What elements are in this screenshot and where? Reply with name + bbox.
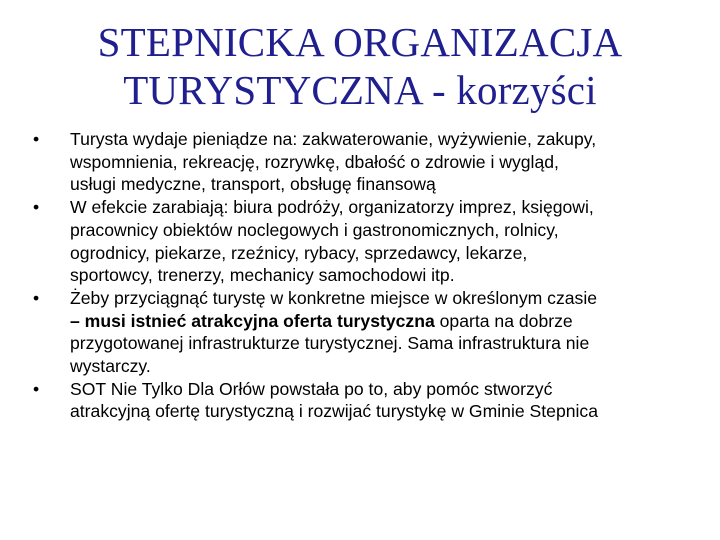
bullet-text-line: pracownicy obiektów noclegowych i gastronomicznych, rolnicy, xyxy=(70,219,559,240)
bullet-text-line: Żeby przyciągnąć turystę w konkretne miejsce w określonym czasie xyxy=(70,287,598,308)
bullet-text-line: Turysta wydaje pieniądze na: zakwaterowanie, wyżywienie, zakupy, xyxy=(70,129,597,149)
bullet-text-line: SOT Nie Tylko Dla Orłów powstała po to, aby pomóc stworzyć xyxy=(70,378,553,399)
bullet-item-earners xyxy=(30,196,710,287)
bullet-marker: • xyxy=(33,378,40,399)
bullet-text-line: wystarczy. xyxy=(70,356,151,377)
bullet-marker: • xyxy=(33,129,40,149)
bullet-text-line: atrakcyjną ofertę turystyczną i rozwijać turystykę w Gminie Stepnica xyxy=(70,401,599,422)
bullet-marker: • xyxy=(33,287,40,308)
bullet-item-sot xyxy=(30,378,710,423)
bullet-list xyxy=(30,128,710,423)
title-line-1: STEPNICKA ORGANIZACJA xyxy=(97,19,623,65)
bullet-text-line: ogrodnicy, piekarze, rzeźnicy, rybacy, sprzedawcy, lekarze, xyxy=(70,242,528,263)
bullet-text-line: sportowcy, trenerzy, mechanicy samochodowi itp. xyxy=(70,265,455,286)
bullet-text-rest: oparta na dobrze xyxy=(434,310,573,331)
bullet-item-attraction xyxy=(30,287,710,378)
bullet-text-line: przygotowanej infrastrukturze turystycznej. Sama infrastruktura nie xyxy=(70,333,590,354)
bullet-text-line-mixed xyxy=(70,310,710,333)
slide-title xyxy=(40,18,680,114)
bullet-text-line: usługi medyczne, transport, obsługę finansową xyxy=(70,174,436,195)
bold-emphasis: – musi istnieć atrakcyjna oferta turystyczna xyxy=(70,310,435,331)
bullet-item-spending xyxy=(30,128,710,196)
bullet-marker: • xyxy=(33,197,40,218)
bullet-text-line: W efekcie zarabiają: biura podróży, organizatorzy imprez, księgowi, xyxy=(70,197,594,218)
title-line-2: TURYSTYCZNA - korzyści xyxy=(123,67,597,113)
bullet-text-line: wspomnienia, rekreację, rozrywkę, dbałość o zdrowie i wygląd, xyxy=(70,151,559,172)
